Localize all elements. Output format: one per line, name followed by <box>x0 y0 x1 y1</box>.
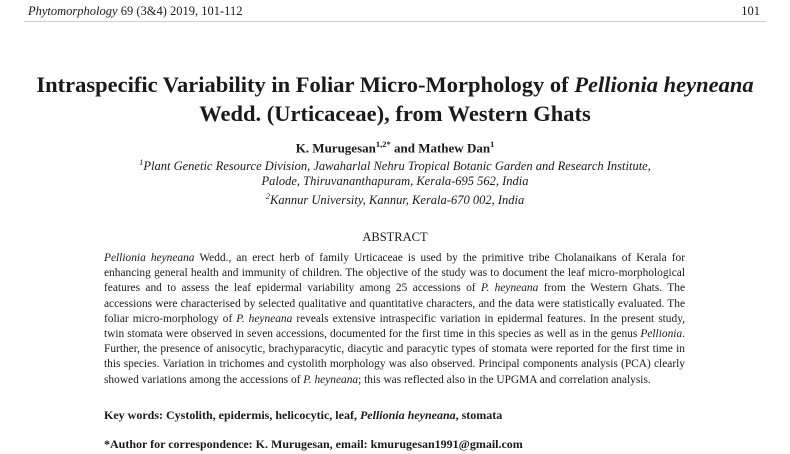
author-list <box>0 139 790 156</box>
abstract-taxon-1: Pellionia heyneana <box>104 252 195 264</box>
abstract-text-4: . Further, the presence of anisocytic, brachyparacytic, diacytic and paracytic types of stomata were reported for the first time in this species. Variation in trichomes and cystolith morphology was also observed. Principal components analysis (PCA) clearly showed variations among the accessions of <box>104 328 685 386</box>
abstract-body <box>104 251 685 388</box>
abstract-heading: ABSTRACT <box>362 230 428 244</box>
author-2-name: Mathew Dan <box>418 140 491 156</box>
keywords-label: Key words: <box>104 408 166 422</box>
author-conjunction: and <box>390 140 419 156</box>
title-taxon: Pellionia heyneana <box>574 72 754 97</box>
keywords <box>104 408 502 423</box>
affiliation-2-text: Kannur University, Kannur, Kerala-670 002, India <box>270 193 525 208</box>
paper-title <box>20 70 770 128</box>
affiliation-1-text: Plant Genetic Resource Division, Jawaharlal Nehru Tropical Botanic Garden and Research Institute, <box>143 159 651 174</box>
abstract-taxon-4: Pellionia <box>640 328 683 341</box>
correspondence-note: *Author for correspondence: K. Murugesan, email: kmurugesan1991@gmail.com <box>104 437 523 451</box>
keywords-list-2: , stomata <box>455 408 503 422</box>
abstract-text-5: ; this was reflected also in the UPGMA and correlation analysis. <box>358 373 651 386</box>
keywords-taxon: Pellionia heyneana <box>359 408 456 422</box>
abstract-text-3: reveals extensive intraspecific variation in epidermal features. In the present study, twin stomata were observed in seven accessions, documented for the first time in this species as well as in the genus <box>104 312 685 341</box>
affiliation-2-mark: 2 <box>265 191 271 201</box>
title-part-1: Intraspecific Variability in Foliar Micro-Morphology of <box>36 72 575 97</box>
author-1-name: K. Murugesan <box>295 140 376 156</box>
abstract-text-2: from the Western Ghats. The accessions were characterised by selected qualitative and quantitative characters, and the data were statistically evaluated. The foliar micro-morphology of <box>104 282 686 325</box>
abstract-text-1: Wedd., an erect herb of family Urticaceae is used by the primitive tribe Cholanaikans of Kerala for enhancing general health and immunity of children. The objective of the study was to document the leaf micro-morphological features and to assess the leaf epidermal variability among 25 accessions of <box>104 252 686 295</box>
author-2-affiliation-mark: 1 <box>490 139 495 149</box>
affiliation-1-line-2: Palode, Thiruvananthapuram, Kerala-695 562, India <box>261 174 529 188</box>
abstract-taxon-3: P. heyneana <box>236 312 293 325</box>
abstract-taxon-5: P. heyneana <box>303 373 359 386</box>
title-part-2: Wedd. (Urticaceae), from Western Ghats <box>199 101 591 126</box>
journal-citation <box>28 4 242 19</box>
journal-name: Phytomorphology <box>28 4 118 18</box>
header-rule <box>24 21 766 22</box>
author-1-affiliation-mark: 1,2* <box>375 139 391 149</box>
affiliation-1-mark: 1 <box>139 157 144 167</box>
journal-volume: 69 (3&4) 2019, 101-112 <box>120 4 243 18</box>
page-number: 101 <box>741 4 760 18</box>
keywords-list-1: Cystolith, epidermis, helicocytic, leaf, <box>166 408 360 422</box>
affiliation-1-line-1 <box>0 157 790 174</box>
abstract-taxon-2: P. heyneana <box>480 282 539 295</box>
affiliation-2 <box>0 191 790 208</box>
